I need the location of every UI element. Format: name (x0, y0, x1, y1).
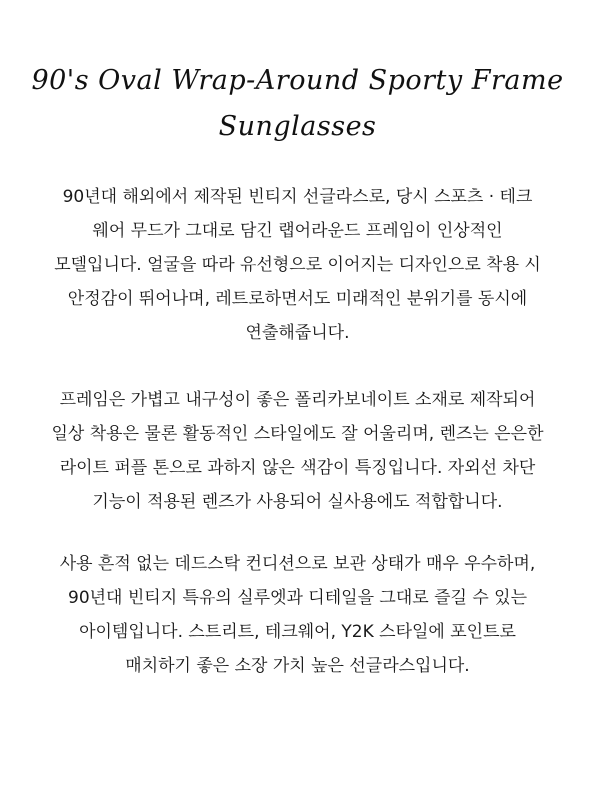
paragraph-line: 사용 흔적 없는 데드스탁 컨디션으로 보관 상태가 매우 우수하며, (59, 554, 536, 574)
paragraph-line: 모델입니다. 얼굴을 따라 유선형으로 이어지는 디자인으로 착용 시 (54, 255, 541, 275)
paragraph-line: 매치하기 좋은 소장 가치 높은 선글라스입니다. (125, 656, 470, 676)
description-paragraph-3 (10, 547, 585, 683)
product-title (20, 58, 575, 150)
paragraph-line: 안정감이 뛰어나며, 레트로하면서도 미래적인 분위기를 동시에 (67, 289, 528, 309)
product-title-line-2: Sunglasses (218, 111, 377, 142)
paragraph-line: 프레임은 가볍고 내구성이 좋은 폴리카보네이트 소재로 제작되어 (59, 390, 536, 410)
description-paragraph-1 (10, 180, 585, 350)
paragraph-line: 기능이 적용된 렌즈가 사용되어 실사용에도 적합합니다. (92, 492, 503, 512)
paragraph-line: 웨어 무드가 그대로 담긴 랩어라운드 프레임이 인상적인 (92, 221, 503, 241)
paragraph-line: 90년대 빈티지 특유의 실루엣과 디테일을 그대로 즐길 수 있는 (68, 588, 527, 608)
description-paragraph-2 (10, 383, 585, 519)
paragraph-line: 일상 착용은 물론 활동적인 스타일에도 잘 어울리며, 렌즈는 은은한 (51, 424, 544, 444)
paragraph-line: 라이트 퍼플 톤으로 과하지 않은 색감이 특징입니다. 자외선 차단 (59, 458, 536, 478)
paragraph-line: 90년대 해외에서 제작된 빈티지 선글라스로, 당시 스포츠 · 테크 (62, 187, 533, 207)
paragraph-line: 아이템입니다. 스트리트, 테크웨어, Y2K 스타일에 포인트로 (79, 622, 516, 642)
product-title-line-1: 90's Oval Wrap-Around Sporty Frame (31, 65, 564, 96)
paragraph-line: 연출해줍니다. (245, 323, 350, 343)
